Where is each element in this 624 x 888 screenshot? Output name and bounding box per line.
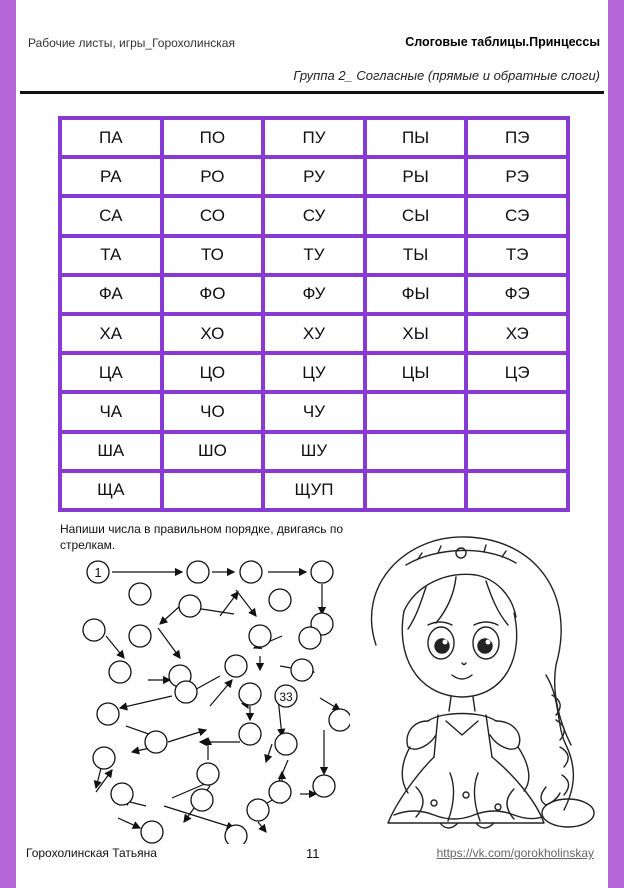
syllable-cell: ФО	[164, 277, 262, 312]
start-number: 1	[94, 565, 102, 580]
syllable-cell: ЦУ	[265, 355, 363, 390]
syllable-cell: ЦО	[164, 355, 262, 390]
syllable-cell: ПА	[62, 120, 160, 155]
syllable-cell: ХЭ	[468, 316, 566, 351]
number-maze	[60, 548, 350, 844]
syllable-cell: ФА	[62, 277, 160, 312]
page-number: 11	[306, 846, 320, 861]
syllable-cell: ТУ	[265, 238, 363, 273]
syllable-cell	[468, 394, 566, 429]
syllable-cell: РА	[62, 159, 160, 194]
syllable-cell: ШУ	[265, 434, 363, 469]
syllable-cell: ЧО	[164, 394, 262, 429]
syllable-cell: ЦА	[62, 355, 160, 390]
syllable-table	[58, 116, 570, 512]
syllable-cell: ХА	[62, 316, 160, 351]
syllable-cell: СЭ	[468, 198, 566, 233]
syllable-cell	[367, 394, 465, 429]
syllable-cell: ПО	[164, 120, 262, 155]
worksheet-page	[16, 0, 608, 888]
syllable-cell: СЫ	[367, 198, 465, 233]
syllable-cell: РУ	[265, 159, 363, 194]
syllable-cell: ЩА	[62, 473, 160, 508]
footer-author: Горохолинская Татьяна	[26, 846, 157, 860]
syllable-cell: ПЫ	[367, 120, 465, 155]
syllable-cell: СУ	[265, 198, 363, 233]
syllable-cell	[468, 473, 566, 508]
syllable-cell	[468, 434, 566, 469]
syllable-cell: ТА	[62, 238, 160, 273]
syllable-cell: ТО	[164, 238, 262, 273]
syllable-cell: ФЭ	[468, 277, 566, 312]
syllable-cell	[367, 473, 465, 508]
syllable-cell: ЩУП	[265, 473, 363, 508]
syllable-cell: ЦЭ	[468, 355, 566, 390]
syllable-cell: ФУ	[265, 277, 363, 312]
syllable-cell: ЦЫ	[367, 355, 465, 390]
syllable-cell: ТЭ	[468, 238, 566, 273]
syllable-cell	[367, 434, 465, 469]
syllable-cell: ПУ	[265, 120, 363, 155]
syllable-cell: ХУ	[265, 316, 363, 351]
end-number: 33	[279, 690, 293, 704]
footer-link[interactable]: https://vk.com/gorokholinskay	[436, 846, 594, 860]
syllable-cell: РО	[164, 159, 262, 194]
syllable-cell: ПЭ	[468, 120, 566, 155]
header-rule	[20, 91, 604, 94]
header-title: Слоговые таблицы.Принцессы	[405, 35, 600, 49]
syllable-cell: ХО	[164, 316, 262, 351]
syllable-cell	[164, 473, 262, 508]
header-left: Рабочие листы, игры_Горохолинская	[28, 36, 235, 50]
syllable-cell: СА	[62, 198, 160, 233]
syllable-cell: ША	[62, 434, 160, 469]
syllable-cell: РЫ	[367, 159, 465, 194]
princess-illustration	[346, 525, 596, 835]
syllable-cell: ТЫ	[367, 238, 465, 273]
syllable-cell: ФЫ	[367, 277, 465, 312]
syllable-cell: ШО	[164, 434, 262, 469]
header-subtitle: Группа 2_ Согласные (прямые и обратные слоги)	[293, 68, 600, 83]
syllable-cell: РЭ	[468, 159, 566, 194]
syllable-cell: ЧА	[62, 394, 160, 429]
task-instruction: Напиши числа в правильном порядке, двигаясь по стрелкам.	[60, 522, 344, 552]
syllable-cell: ХЫ	[367, 316, 465, 351]
syllable-cell: СО	[164, 198, 262, 233]
syllable-cell: ЧУ	[265, 394, 363, 429]
